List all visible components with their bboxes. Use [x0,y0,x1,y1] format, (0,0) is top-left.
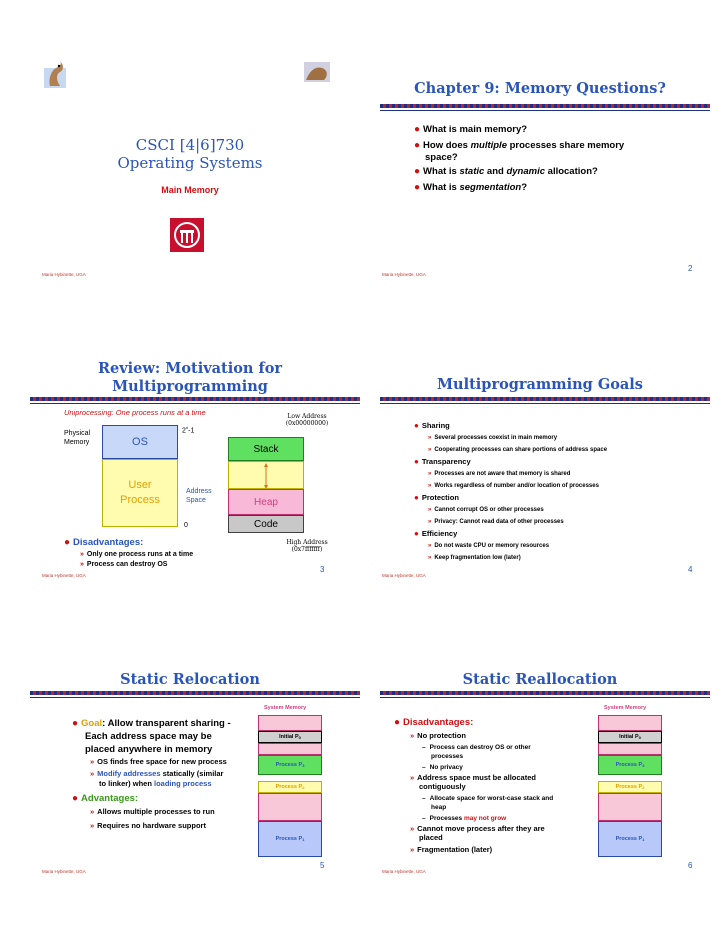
slide4-page-number: 4 [688,565,693,574]
slide4-sub: » Works regardless of number and/or location of processes [428,483,599,489]
slide5-advantages: ● Advantages: [72,793,139,804]
slide1-title [20,136,360,172]
slide4-title-rule-thin [380,403,710,404]
slide2-page-number: 2 [688,264,693,273]
stack-box: Stack [228,437,304,461]
slide2-bullet-1: ● What is main memory? [414,124,528,135]
slide-6 [370,655,710,935]
slide6-dash-3: – Allocate space for worst-case stack and heap [422,795,554,811]
slide3-sub-1: » Only one process runs at a time [80,551,194,558]
slide1-title-line2: Operating Systems [117,154,263,172]
address-space-label: Address Space [186,488,212,504]
slide5-memory-gap2 [258,793,322,821]
slide6-memory-p2: Process P 2 [598,781,662,793]
slide5-memory-p2: Process P 2 [258,781,322,793]
slide3-page-number: 3 [320,565,325,574]
code-box: Code [228,515,304,533]
slide2-author: Maria Hybinette, UGA [382,272,426,277]
dinosaur-logo-icon [42,60,70,90]
slide5-memory-p1: Process P 1 [258,821,322,857]
slide5-goal: ● Goal: Allow transparent sharing - Each address space may be placed anywhere in memory [72,718,231,755]
uga-arch-logo-icon [170,218,204,252]
slide6-dash-1: – Process can destroy OS or other processes [422,744,531,760]
two-n-minus-one: 2$^n$-1 [182,425,195,435]
growth-arrows-icon [262,463,270,489]
slide5-sub-4: » Requires no hardware support [90,821,206,830]
slide2-title: Chapter 9: Memory Questions? [414,80,666,97]
slide6-dash-2: – No privacy [422,764,463,771]
slide3-title-rule [30,397,360,401]
slide6-system-memory-label: System Memory [604,705,647,711]
slide-2 [370,0,710,280]
zero-label: 0 [184,522,188,529]
slide4-sub: » Several processes coexist in main memory [428,435,558,441]
slide1-author: Maria Hybinette, UGA [42,272,86,277]
slide1-title-line1: CSCI [4|6]730 [135,136,245,154]
slide6-memory-p1: Process P 1 [598,821,662,857]
slide6-address-space: » Address space must be allocated contiguously [410,773,536,791]
slide1-subtitle: Main Memory [161,185,219,195]
slide2-bullet-4: ● What is segmentation? [414,182,528,193]
slide6-disadvantages: ● Disadvantages: [394,717,474,728]
slide3-uniproc: Uniprocessing: One process runs at a time [64,408,206,417]
slide2-bullet-2: ● How does multiple processes share memory space? [414,140,625,163]
slide6-cannot-move: » Cannot move process after they are placed [410,824,545,842]
slide4-item-efficiency: ● Efficiency [414,529,458,538]
slide-1 [20,0,360,280]
slide6-memory-gap1 [598,743,662,755]
slide4-author: Maria Hybinette, UGA [382,573,426,578]
slide6-memory-top [598,715,662,731]
slide6-title-rule-thin [380,697,710,698]
slide6-fragmentation: » Fragmentation (later) [410,845,493,854]
slide3-title-line1: Review: Motivation for [97,360,283,377]
slide6-no-protection: » No protection [410,731,466,740]
slide5-page-number: 5 [320,861,325,870]
heap-box: Heap [228,489,304,515]
slide4-sub: » Processes are not aware that memory is shared [428,471,571,477]
slide5-title-rule [30,691,360,695]
slide2-title-rule [380,104,710,108]
slide4-item-sharing: ● Sharing [414,421,450,430]
slide5-sub-3: » Allows multiple processes to run [90,807,215,816]
slide4-sub: » Cannot corrupt OS or other processes [428,507,544,513]
slide3-title-line2: Multiprogramming [112,378,268,395]
slide3-author: Maria Hybinette, UGA [42,573,86,578]
slide5-memory-initial: Initial P 0 [258,731,322,743]
slide4-title: Multiprogramming Goals [437,376,643,393]
slide5-system-memory-label: System Memory [264,705,307,711]
low-address-label: Low Address (0x00000000) [285,413,329,427]
slide5-memory-gap1 [258,743,322,755]
slide4-item-transparency: ● Transparency [414,457,471,466]
slide2-bullet-3: ● What is static and dynamic allocation? [414,166,598,177]
slide5-title-rule-thin [30,697,360,698]
slide5-sub-1: » OS finds free space for new process [90,757,227,766]
slide5-memory-p3: Process P 3 [258,755,322,775]
slide4-title-rule [380,397,710,401]
slide-4 [370,355,710,635]
slide5-memory-top [258,715,322,731]
slide4-sub: » Do not waste CPU or memory resources [428,543,550,549]
slide3-disadvantages: ● Disadvantages: [64,537,144,548]
slide6-memory-gap2 [598,793,662,821]
slide3-sub-2: » Process can destroy OS [80,561,168,568]
slide4-item-protection: ● Protection [414,493,459,502]
slide4-sub: » Privacy: Cannot read data of other processes [428,519,564,525]
slide6-title: Static Reallocation [462,671,618,688]
slide4-sub: » Keep fragmentation low (later) [428,555,521,561]
slide2-title-rule-thin [380,110,710,111]
slide5-title: Static Relocation [120,671,260,688]
high-address-label: High Address (0x7fffffff) [286,539,328,553]
slide3-title [20,360,360,396]
slide6-dash-4: – Processes may not grow [422,815,507,822]
user-process-box: User Process [102,459,178,527]
slide4-sub: » Cooperating processes can share portions of address space [428,447,608,453]
slide6-page-number: 6 [688,861,693,870]
slide5-author: Maria Hybinette, UGA [42,869,86,874]
slide6-author: Maria Hybinette, UGA [382,869,426,874]
slide6-memory-initial: Initial P 0 [598,731,662,743]
slide-5 [20,655,360,935]
physical-memory-label: Physical Memory [64,430,91,446]
dinosaur-logo-right-icon [300,60,334,84]
slide5-sub-2: » Modify addresses statically (similar to linker) when loading process [90,769,224,788]
slide6-memory-p3: Process P 3 [598,755,662,775]
slide6-title-rule [380,691,710,695]
slide-3 [20,355,360,635]
slide3-title-rule-thin [30,403,360,404]
os-box: OS [102,425,178,459]
